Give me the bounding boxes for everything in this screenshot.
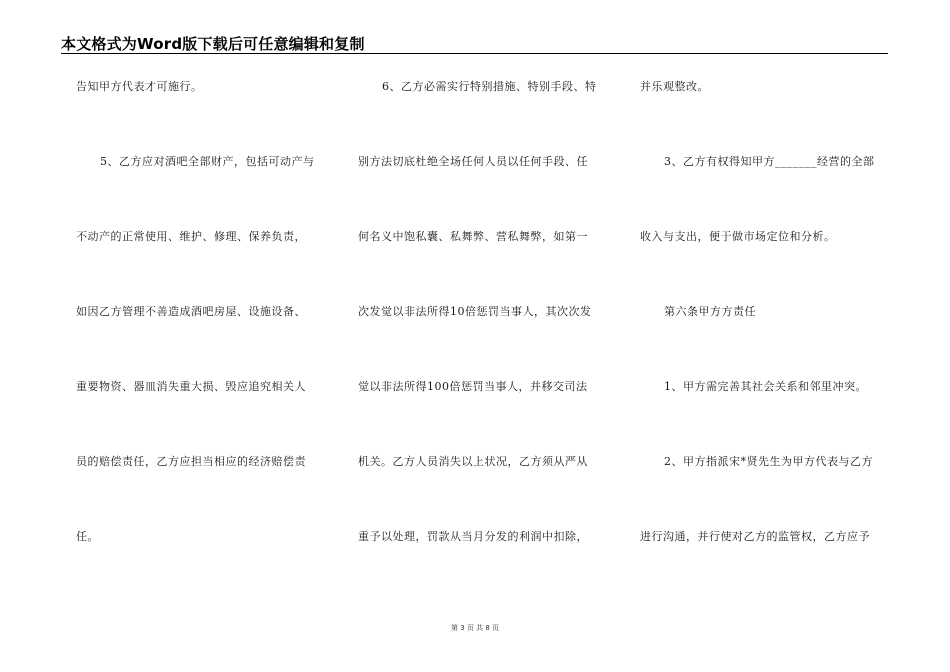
text-line: 3、乙方有权得知甲方_______经营的全部 (664, 155, 875, 168)
text-line: 收入与支出，便于做市场定位和分析。 (640, 230, 836, 243)
text-line: 次发觉以非法所得10倍惩罚当事人，其次次发 (358, 305, 592, 318)
page-number-footer: 第 3 页 共 8 页 (450, 624, 500, 632)
section-heading: 第六条甲方方责任 (664, 305, 756, 318)
text-line: 别方法切底杜绝全场任何人员以任何手段、任 (358, 155, 588, 168)
text-line: 告知甲方代表才可施行。 (76, 80, 203, 93)
text-line: 2、甲方指派宋*贤先生为甲方代表与乙方 (664, 455, 873, 468)
text-line: 并乐观整改。 (640, 80, 709, 93)
text-column-2 (358, 0, 620, 672)
text-line: 觉以非法所得100倍惩罚当事人，并移交司法 (358, 380, 588, 393)
text-line: 如因乙方管理不善造成酒吧房屋、设施设备、 (76, 305, 306, 318)
text-column-1 (76, 0, 338, 672)
text-line: 机关。乙方人员消失以上状况，乙方须从严从 (358, 455, 588, 468)
text-line: 任。 (76, 530, 99, 543)
text-line: 进行沟通，并行使对乙方的监管权，乙方应予 (640, 530, 870, 543)
text-line: 不动产的正常使用、维护、修理、保养负责， (76, 230, 306, 243)
text-line: 员的赔偿责任，乙方应担当相应的经济赔偿责 (76, 455, 306, 468)
document-header-title: 本文格式为Word版下载后可任意编辑和复制 (61, 35, 365, 53)
text-column-3 (640, 0, 902, 672)
text-line: 重要物资、器皿消失重大损、毁应追究相关人 (76, 380, 306, 393)
text-line: 5、乙方应对酒吧全部财产，包括可动产与 (100, 155, 315, 168)
text-line: 1、甲方需完善其社会关系和邻里冲突。 (664, 380, 867, 393)
text-line: 6、乙方必需实行特别措施、特别手段、特 (382, 80, 597, 93)
text-line: 何名义中饱私囊、私舞弊、营私舞弊，如第一 (358, 230, 588, 243)
text-line: 重予以处理，罚款从当月分发的利润中扣除， (358, 530, 588, 543)
